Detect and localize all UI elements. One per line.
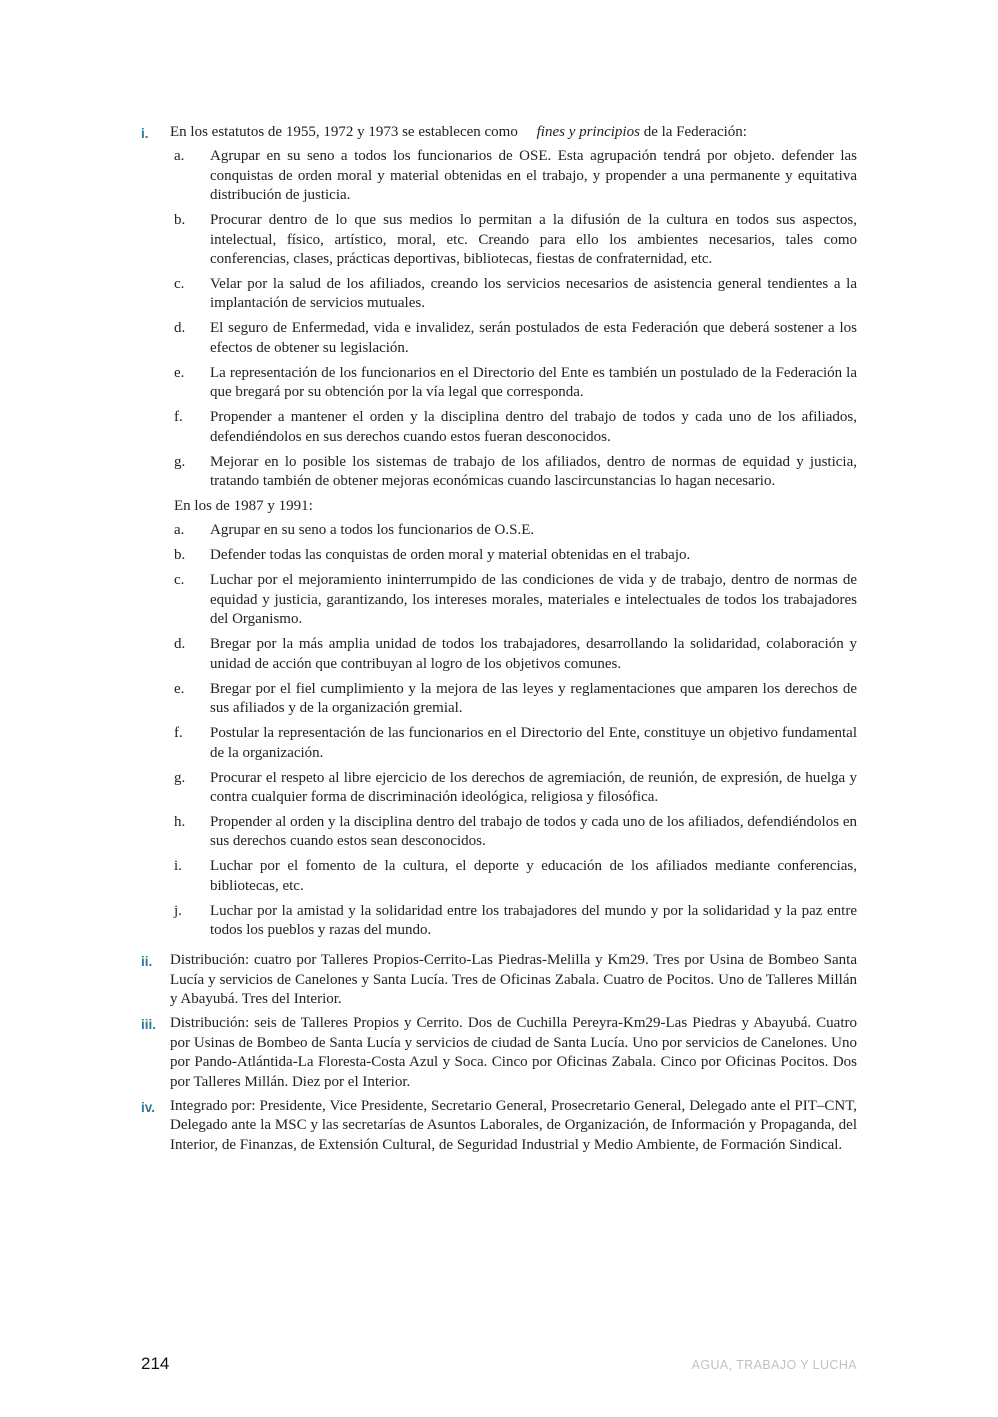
list-item-letter: d. <box>174 320 186 337</box>
list-item-letter: c. <box>174 572 185 589</box>
list-item-letter: g. <box>174 453 186 470</box>
list-item-text: Procurar el respeto al libre ejercicio de los derechos de agremiación, de reunión, de expresión, de huelga y contra cualquier forma de discriminación ideológica, religiosa y filosófica. <box>210 769 857 805</box>
list-item-text: Agrupar en su seno a todos los funcionarios de OSE. Esta agrupación tendrá por objeto. defender las conquistas de orden moral y material obtenidas en el trabajo, y propender a una permanente y equitativa distribución de justicia. <box>210 148 857 204</box>
endnote-text: Integrado por: Presidente, Vice Presidente, Secretario General, Prosecretario General, Delegado ante el PIT–CNT, Delegado ante la MSC y las secretarías de Asuntos Laborales, de Organización, de Información y Propaganda, del Interior, de Finanzas, de Extensión Cultural, de Seguridad Industrial y Medio Ambiente, de Formación Sindical. <box>170 1097 857 1153</box>
list-item-text: Propender a mantener el orden y la disciplina dentro del trabajo de todos y cada uno de los afiliados, defendiéndolos en sus derechos cuando estos fueran desconocidos. <box>210 409 857 445</box>
endnote-marker: iii. <box>141 1017 157 1033</box>
list-item-letter: b. <box>174 212 186 229</box>
list-item <box>170 902 857 941</box>
list-item-text: Procurar dentro de lo que sus medios lo permitan a la difusión de la cultura en todos sus aspectos, intelectual, físico, artístico, moral, etc. Creando para ello los ambientes necesarios, tales como conferencias, clases, prácticas deportivas, bibliotecas, fiestas de confraternidad, etc. <box>210 212 857 268</box>
endnote-marker: ii. <box>141 954 153 970</box>
list-item-letter: e. <box>174 680 185 697</box>
list-item-letter: j. <box>174 902 182 919</box>
list-item-text: Propender al orden y la disciplina dentro del trabajo de todos y cada uno de los afiliados, defendiéndolos en sus derechos cuando estos sean desconocidos. <box>210 813 857 850</box>
endnote-text: Distribución: cuatro por Talleres Propios-Cerrito-Las Piedras-Melilla y Km29. Tres por Usina de Bombeo Santa Lucía y servicios de Canelones y Santa Lucía. Tres de Oficinas Zabala. Cuatro de Pocitos. Uno de Talleres Millán y Abayubá. Tres del Interior. <box>170 952 857 1007</box>
endnote-body <box>170 1097 857 1155</box>
list-item-text: El seguro de Enfermedad, vida e invalidez, serán postulados de esta Federación que deberá sostener a los efectos de obtener su legislación. <box>210 320 857 356</box>
endnote-marker: i. <box>141 126 149 141</box>
list-item-letter: f. <box>174 409 183 426</box>
statute-list-1955 <box>170 147 857 491</box>
list-item-letter: h. <box>174 813 186 830</box>
statute-subheading: En los de 1987 y 1991: <box>174 498 313 515</box>
list-item-text: Defender todas las conquistas de orden moral y material obtenidas en el trabajo. <box>210 547 691 564</box>
list-item-letter: g. <box>174 769 186 786</box>
list-item-text: Luchar por la amistad y la solidaridad entre los trabajadores del mundo y por la solidaridad y la paz entre todos los pueblos y razas del mundo. <box>210 902 857 939</box>
endnote-body <box>170 951 857 1009</box>
endnote-ii <box>141 951 857 1009</box>
list-item <box>170 408 857 447</box>
running-title: AGUA, TRABAJO Y LUCHA <box>691 1358 857 1372</box>
list-item-text: Agrupar en su seno a todos los funcionarios de O.S.E. <box>210 522 535 539</box>
list-item <box>170 147 857 205</box>
list-item <box>170 364 857 403</box>
list-item <box>170 769 857 808</box>
list-item <box>170 546 857 565</box>
endnote-body <box>170 1014 857 1092</box>
list-item-text: La representación de los funcionarios en el Directorio del Ente es también un postulado de la Federación la que bregará por su obtención por la vía legal que corresponda. <box>210 364 857 401</box>
list-item-letter: a. <box>174 148 185 165</box>
list-item <box>170 680 857 719</box>
endnote-intro <box>170 123 857 142</box>
endnote-text: Distribución: seis de Talleres Propios y Cerrito. Dos de Cuchilla Pereyra-Km29-Las Piedras y Abayubá. Cuatro por Usinas de Bombeo de Santa Lucía y servicios de ciudad de Santa Lucía. Uno por servicios de Canelones. Uno por Pando-Atlántida-La Floresta-Costa Azul y Soca. Cinco por Oficinas Zabala. Cinco por Oficinas Pocitos. Dos por Talleres Millán. Diez por el Interior. <box>170 1015 857 1090</box>
list-item <box>170 211 857 269</box>
endnote-iv <box>141 1097 857 1155</box>
statute-list-1987 <box>170 521 857 940</box>
list-item <box>170 724 857 763</box>
list-item <box>170 571 857 629</box>
list-item-text: Luchar por el fomento de la cultura, el deporte y educación de los afiliados mediante conferencias, bibliotecas, etc. <box>210 858 857 894</box>
list-item-letter: b. <box>174 547 186 564</box>
list-item <box>170 635 857 674</box>
list-item-letter: d. <box>174 636 186 653</box>
list-item <box>170 275 857 314</box>
list-item <box>170 857 857 896</box>
endnote-body <box>170 123 857 946</box>
list-item-text: Bregar por la más amplia unidad de todos los trabajadores, desarrollando la solidaridad, colaboración y unidad de acción que contribuyan al logro de los objetivos comunes. <box>210 636 857 672</box>
list-item <box>170 319 857 358</box>
intro-italic-text: fines y principios <box>536 124 640 140</box>
endnote-iii <box>141 1014 857 1092</box>
endnote-marker: iv. <box>141 1099 156 1115</box>
list-item-letter: a. <box>174 522 185 539</box>
page-footer <box>141 1354 857 1376</box>
list-item-text: Luchar por el mejoramiento ininterrumpido de las condiciones de vida y de trabajo, dentro de normas de equidad y justicia, garantizando, los intereses morales, materiales e intelectuales de todos los trabajadores del Organismo. <box>210 572 857 628</box>
page-number: 214 <box>141 1354 170 1373</box>
endnote-i <box>141 123 857 946</box>
list-item-letter: c. <box>174 276 185 293</box>
list-item <box>170 521 857 540</box>
list-item-letter: e. <box>174 364 185 381</box>
list-item-text: Postular la representación de las funcionarios en el Directorio del Ente, constituye un objetivo fundamental de la organización. <box>210 725 857 761</box>
intro-text: En los estatutos de 1955, 1972 y 1973 se establecen como <box>170 124 518 140</box>
intro-text-end: de la Federación: <box>643 124 747 140</box>
endnotes <box>141 123 857 1160</box>
list-item <box>170 453 857 492</box>
list-item <box>170 813 857 852</box>
list-item-text: Bregar por el fiel cumplimiento y la mejora de las leyes y reglamentaciones que amparen los derechos de sus afiliados y de la organización gremial. <box>210 680 857 717</box>
list-item-text: Velar por la salud de los afiliados, creando los servicios necesarios de asistencia general tendientes a la implantación de servicios mutuales. <box>210 276 857 312</box>
list-item-text: Mejorar en lo posible los sistemas de trabajo de los afiliados, dentro de normas de equidad y justicia, tratando también de obtener mejoras económicas cuando lascircunstancias lo hagan necesario. <box>210 453 857 490</box>
list-item-letter: i. <box>174 858 182 875</box>
list-item-letter: f. <box>174 725 183 742</box>
